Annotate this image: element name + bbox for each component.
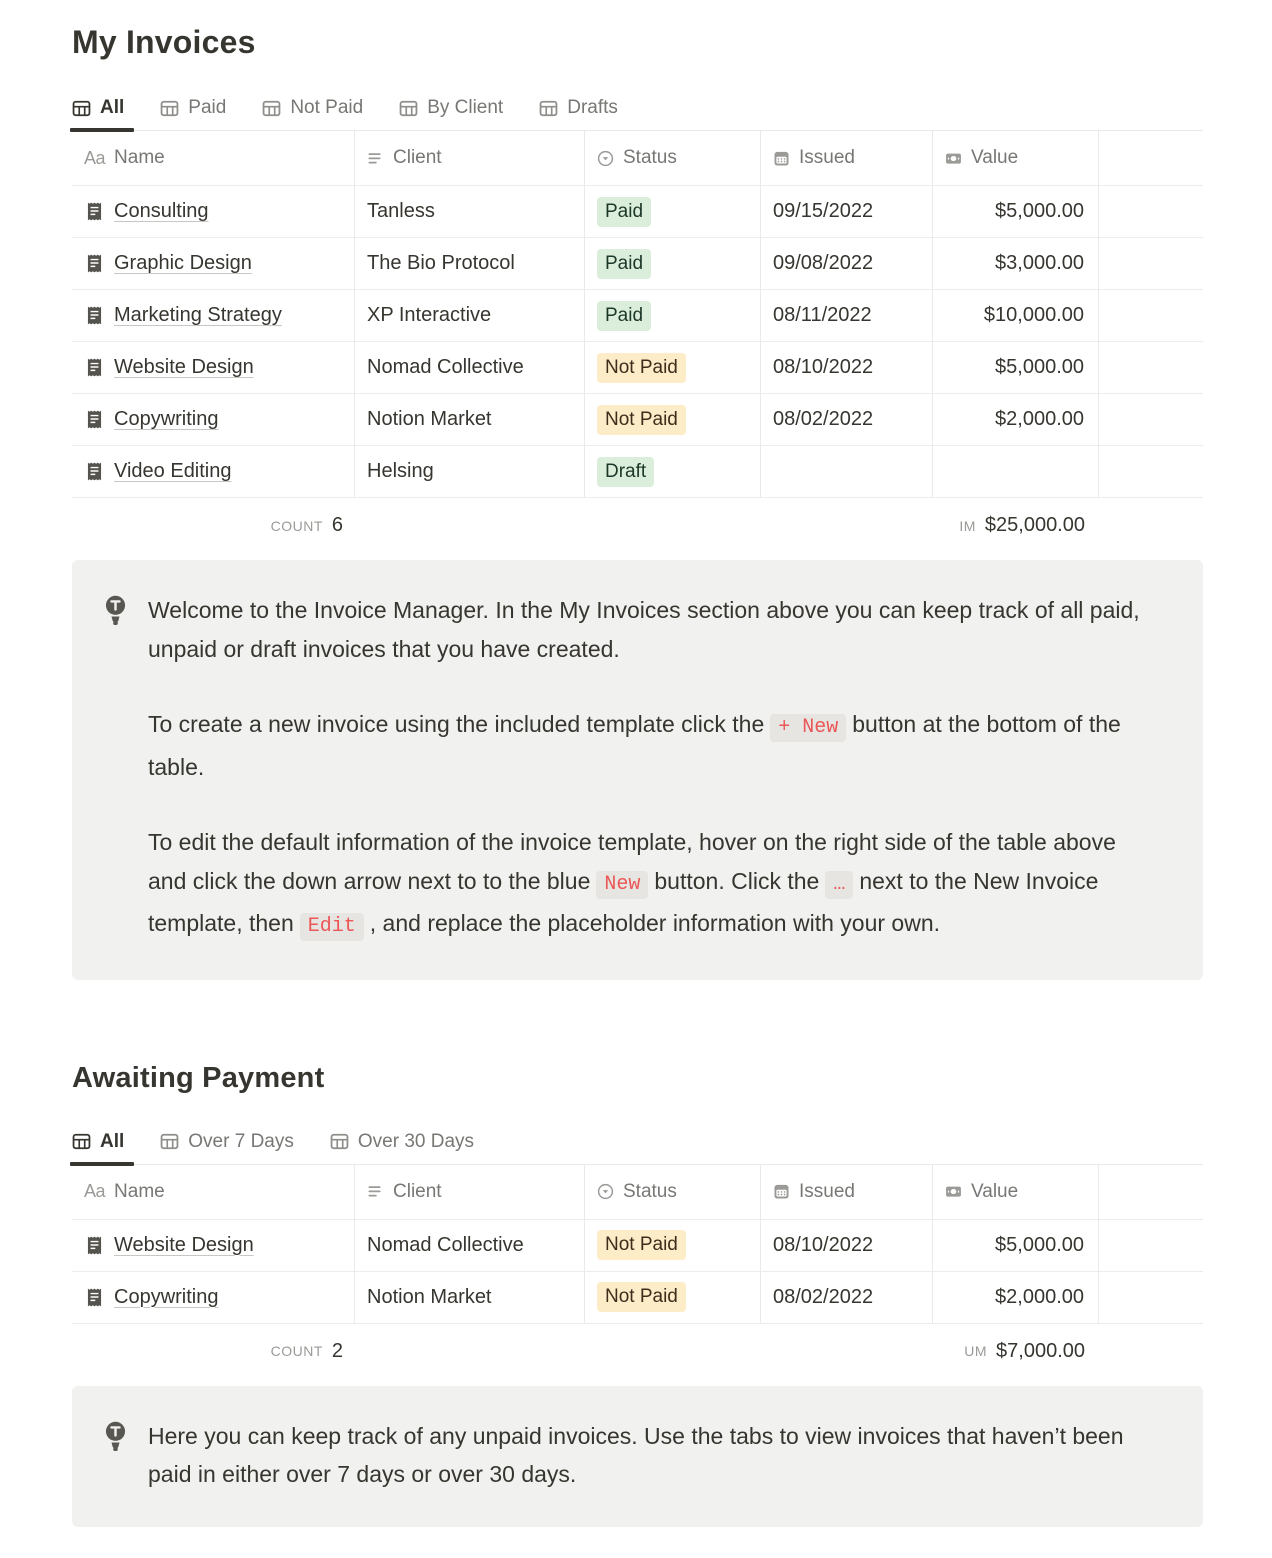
callout-paragraph: To create a new invoice using the included template click the + New button at the bottom of the table. (148, 711, 1121, 780)
invoice-name-link[interactable]: Video Editing (114, 460, 232, 482)
view-tab-all[interactable] (72, 86, 130, 130)
empty-cell (1099, 446, 1203, 498)
lightbulb-icon (102, 1421, 129, 1452)
sum-value: $25,000.00 (984, 514, 1085, 536)
invoice-name-cell[interactable] (72, 290, 355, 342)
invoice-name-link[interactable]: Website Design (114, 1233, 254, 1256)
text-property-icon (367, 150, 384, 167)
client-cell[interactable]: Tanless (355, 186, 585, 238)
view-tab-all[interactable] (72, 1120, 130, 1164)
status-cell[interactable] (585, 290, 761, 342)
count-label: COUNT (270, 517, 323, 534)
table-footer (72, 1324, 1203, 1379)
my-invoices-section (72, 22, 1203, 980)
empty-cell (1099, 1272, 1203, 1324)
view-tab-over-7-days[interactable] (160, 1120, 300, 1164)
value-cell[interactable]: $2,000.00 (933, 1272, 1099, 1324)
select-property-icon (597, 1183, 614, 1200)
status-cell[interactable] (585, 238, 761, 290)
awaiting-payment-callout (72, 1386, 1203, 1527)
select-property-icon (597, 150, 614, 167)
empty-header-cell (1099, 131, 1203, 186)
table-view-icon (72, 99, 91, 118)
tab-label: Not Paid (290, 97, 364, 118)
issued-cell[interactable]: 08/11/2022 (761, 290, 933, 342)
column-header-value[interactable]: Value (933, 131, 1099, 186)
client-cell[interactable]: Notion Market (355, 1272, 585, 1324)
view-tab-paid[interactable] (160, 86, 232, 130)
column-header-value[interactable]: Value (933, 1165, 1099, 1220)
status-cell[interactable] (585, 186, 761, 238)
table-row (72, 342, 1203, 394)
count-value: 2 (331, 1339, 343, 1362)
awaiting-payment-table (72, 1165, 1203, 1379)
date-property-icon (773, 1183, 790, 1200)
status-cell[interactable] (585, 446, 761, 498)
lightbulb-icon (102, 595, 129, 626)
invoice-name-link[interactable]: Copywriting (114, 1285, 219, 1308)
sum-calc[interactable] (933, 1324, 1099, 1379)
table-view-icon (399, 99, 418, 118)
invoice-name-link[interactable]: Consulting (114, 200, 209, 222)
table-header-row (72, 131, 1203, 186)
invoice-name-link[interactable]: Graphic Design (114, 252, 252, 274)
column-header-name[interactable]: Aa Name (72, 1165, 355, 1220)
view-tab-over-30-days[interactable] (330, 1120, 480, 1164)
table-header-row (72, 1165, 1203, 1220)
column-header-status[interactable]: Status (585, 131, 761, 186)
view-tab-not-paid[interactable] (262, 86, 369, 130)
table-view-icon (160, 1132, 179, 1151)
status-badge: Not Paid (597, 1282, 686, 1312)
empty-cell (1099, 290, 1203, 342)
status-cell[interactable] (585, 1272, 761, 1324)
receipt-icon (84, 1235, 105, 1256)
issued-cell[interactable]: 08/02/2022 (761, 394, 933, 446)
table-row (72, 394, 1203, 446)
my-invoices-table (72, 131, 1203, 553)
receipt-icon (84, 409, 105, 430)
name-property-icon: Aa (84, 1181, 106, 1201)
number-property-icon (945, 1183, 962, 1200)
empty-cell (1099, 1220, 1203, 1272)
tab-label: Drafts (567, 97, 618, 118)
inline-code-new: New (596, 871, 648, 899)
invoice-name-cell[interactable] (72, 394, 355, 446)
status-badge: Not Paid (597, 1230, 686, 1260)
column-header-name[interactable]: Aa Name (72, 131, 355, 186)
count-value: 6 (331, 514, 343, 536)
sum-label: UM (964, 1343, 988, 1359)
status-badge: Paid (597, 301, 651, 331)
table-view-icon (262, 99, 281, 118)
receipt-icon (84, 253, 105, 274)
client-cell[interactable]: Nomad Collective (355, 342, 585, 394)
empty-cell (1099, 394, 1203, 446)
status-badge: Draft (597, 457, 654, 487)
issued-cell[interactable]: 08/02/2022 (761, 1272, 933, 1324)
value-cell[interactable]: $5,000.00 (933, 1220, 1099, 1272)
number-property-icon (945, 150, 962, 167)
invoice-name-cell[interactable] (72, 342, 355, 394)
tab-label: Over 30 Days (357, 1130, 475, 1152)
status-badge: Not Paid (597, 405, 686, 435)
client-cell[interactable]: Notion Market (355, 394, 585, 446)
invoice-name-link[interactable]: Marketing Strategy (114, 304, 282, 326)
tab-label: Paid (188, 97, 227, 118)
empty-cell (1099, 342, 1203, 394)
tab-label: Over 7 Days (188, 1130, 294, 1152)
callout-text (148, 1417, 1143, 1494)
view-tab-by-client[interactable] (399, 86, 509, 130)
invoice-name-cell[interactable] (72, 1272, 355, 1324)
value-cell[interactable]: $5,000.00 (933, 342, 1099, 394)
client-cell[interactable]: The Bio Protocol (355, 238, 585, 290)
table-row (72, 290, 1203, 342)
receipt-icon (84, 201, 105, 222)
column-header-client[interactable]: Client (355, 1165, 585, 1220)
table-row (72, 238, 1203, 290)
awaiting-payment-section (72, 1060, 1203, 1527)
column-header-client[interactable]: Client (355, 131, 585, 186)
client-cell[interactable]: XP Interactive (355, 290, 585, 342)
my-invoices-view-tabs (72, 86, 1203, 131)
invoice-name-link[interactable]: Copywriting (114, 408, 219, 430)
receipt-icon (84, 461, 105, 482)
table-row (72, 446, 1203, 498)
column-header-status[interactable]: Status (585, 1165, 761, 1220)
client-cell[interactable]: Helsing (355, 446, 585, 498)
table-row (72, 1220, 1203, 1272)
callout-paragraph: Welcome to the Invoice Manager. In the My Invoices section above you can keep track of all paid, unpaid or draft invoices that you have created. (148, 597, 1140, 662)
table-view-icon (539, 99, 558, 118)
awaiting-payment-view-tabs (72, 1120, 1203, 1165)
invoice-name-link[interactable]: Website Design (114, 356, 254, 378)
count-calc[interactable] (72, 1324, 355, 1379)
empty-header-cell (1099, 1165, 1203, 1220)
callout-paragraph: To edit the default information of the invoice template, hover on the right side of the table above and click the down arrow next to to the blue New button. Click the … next to the New Invoice template, then Edit , and replace the placeholder information with your own. (148, 823, 1143, 947)
tab-label: All (100, 1130, 125, 1152)
date-property-icon (773, 150, 790, 167)
invoice-name-cell[interactable] (72, 446, 355, 498)
column-header-issued[interactable]: Issued (761, 1165, 933, 1220)
status-badge: Not Paid (597, 353, 686, 383)
page-title: My Invoices (72, 24, 256, 60)
count-label: COUNT (270, 1343, 323, 1359)
table-footer (72, 498, 1203, 553)
table-row (72, 186, 1203, 238)
callout-text (148, 591, 1143, 947)
invoice-name-cell[interactable] (72, 238, 355, 290)
invoice-name-cell[interactable] (72, 186, 355, 238)
inline-code-edit: Edit (300, 913, 364, 941)
receipt-icon (84, 357, 105, 378)
text-property-icon (367, 1183, 384, 1200)
issued-cell[interactable]: 08/10/2022 (761, 342, 933, 394)
inline-code-ellipsis: … (825, 871, 853, 899)
status-cell[interactable] (585, 394, 761, 446)
issued-cell[interactable] (761, 446, 933, 498)
issued-cell[interactable]: 09/15/2022 (761, 186, 933, 238)
issued-cell[interactable]: 09/08/2022 (761, 238, 933, 290)
invoice-name-cell[interactable] (72, 1220, 355, 1272)
awaiting-payment-title: Awaiting Payment (72, 1061, 325, 1094)
status-badge: Paid (597, 249, 651, 279)
value-cell[interactable]: $3,000.00 (933, 238, 1099, 290)
count-calc[interactable] (72, 498, 355, 553)
status-cell[interactable] (585, 1220, 761, 1272)
table-view-icon (160, 99, 179, 118)
view-tab-drafts[interactable] (539, 86, 624, 130)
callout-paragraph: Here you can keep track of any unpaid invoices. Use the tabs to view invoices that haven’t been paid in either over 7 days or over 30 days. (148, 1422, 1124, 1487)
tab-label: All (100, 97, 125, 118)
sum-value: $7,000.00 (996, 1339, 1085, 1362)
table-view-icon (330, 1132, 349, 1151)
client-cell[interactable]: Nomad Collective (355, 1220, 585, 1272)
empty-cell (1099, 186, 1203, 238)
empty-cell (1099, 238, 1203, 290)
issued-cell[interactable]: 08/10/2022 (761, 1220, 933, 1272)
value-cell[interactable] (933, 446, 1099, 498)
table-view-icon (72, 1132, 91, 1151)
inline-code-new-button: + New (770, 714, 846, 742)
status-cell[interactable] (585, 342, 761, 394)
receipt-icon (84, 1287, 105, 1308)
table-row (72, 1272, 1203, 1324)
sum-label: IM (959, 517, 976, 534)
value-cell[interactable]: $5,000.00 (933, 186, 1099, 238)
column-header-issued[interactable]: Issued (761, 131, 933, 186)
receipt-icon (84, 305, 105, 326)
tab-label: By Client (427, 97, 504, 118)
status-badge: Paid (597, 197, 651, 227)
welcome-callout (72, 560, 1203, 980)
sum-calc[interactable] (933, 498, 1099, 553)
value-cell[interactable]: $2,000.00 (933, 394, 1099, 446)
name-property-icon: Aa (84, 147, 106, 168)
value-cell[interactable]: $10,000.00 (933, 290, 1099, 342)
